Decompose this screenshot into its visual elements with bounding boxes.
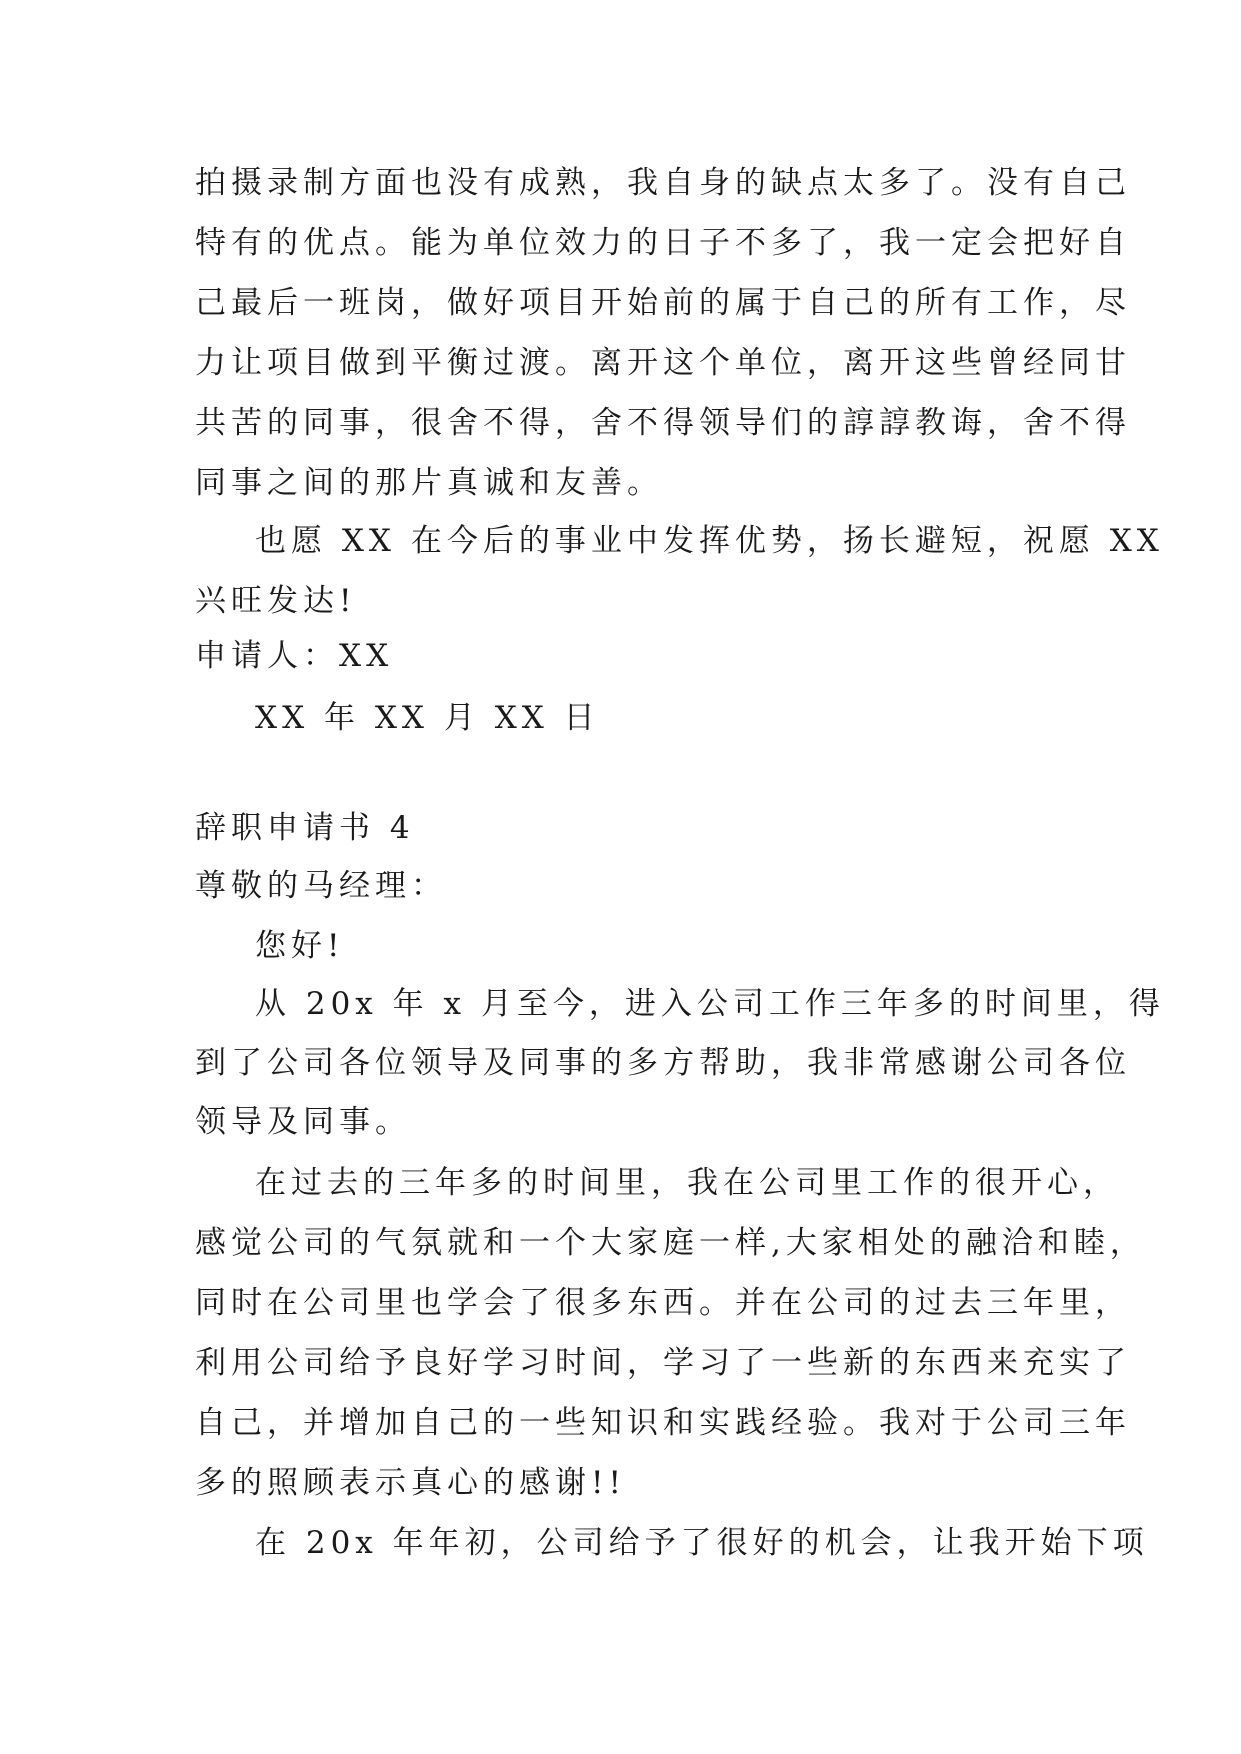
- salutation: 尊敬的马经理：: [195, 868, 447, 904]
- paragraph-line: 自己，并增加自己的一些知识和实践经验。我对于公司三年: [195, 1405, 1131, 1441]
- paragraph-line: 从 20x 年 x 月至今，进入公司工作三年多的时间里，得: [255, 986, 1165, 1022]
- paragraph-line: 同事之间的那片真诚和友善。: [195, 465, 663, 501]
- paragraph-line: 拍摄录制方面也没有成熟，我自身的缺点太多了。没有自己: [195, 165, 1131, 201]
- paragraph-line: 同时在公司里也学会了很多东西。并在公司的过去三年里，: [195, 1285, 1131, 1321]
- paragraph-line: 特有的优点。能为单位效力的日子不多了，我一定会把好自: [195, 225, 1131, 261]
- paragraph-line: 多的照顾表示真心的感谢!!: [195, 1465, 626, 1501]
- paragraph-line: 共苦的同事，很舍不得，舍不得领导们的諄諄教诲，舍不得: [195, 405, 1131, 441]
- signature-date: XX 年 XX 月 XX 日: [255, 700, 600, 736]
- section-title: 辞职申请书 4: [195, 810, 415, 846]
- paragraph-line: 在过去的三年多的时间里，我在公司里工作的很开心，: [255, 1165, 1119, 1201]
- paragraph-line: 也愿 XX 在今后的事业中发挥优势，扬长避短，祝愿 XX: [255, 523, 1164, 559]
- paragraph-line: 利用公司给予良好学习时间，学习了一些新的东西来充实了: [195, 1345, 1131, 1381]
- greeting: 您好!: [255, 928, 345, 964]
- paragraph-line: 兴旺发达!: [195, 583, 357, 619]
- paragraph-line: 领导及同事。: [195, 1104, 411, 1140]
- paragraph-line: 在 20x 年年初，公司给予了很好的机会，让我开始下项: [255, 1525, 1149, 1561]
- paragraph-line: 感觉公司的气氛就和一个大家庭一样,大家相处的融洽和睦，: [195, 1225, 1146, 1261]
- applicant-signature: 申请人：XX: [195, 638, 394, 674]
- paragraph-line: 力让项目做到平衡过渡。离开这个单位，离开这些曾经同甘: [195, 345, 1131, 381]
- paragraph-line: 到了公司各位领导及同事的多方帮助，我非常感谢公司各位: [195, 1045, 1131, 1081]
- paragraph-line: 己最后一班岗，做好项目开始前的属于自己的所有工作，尽: [195, 285, 1131, 321]
